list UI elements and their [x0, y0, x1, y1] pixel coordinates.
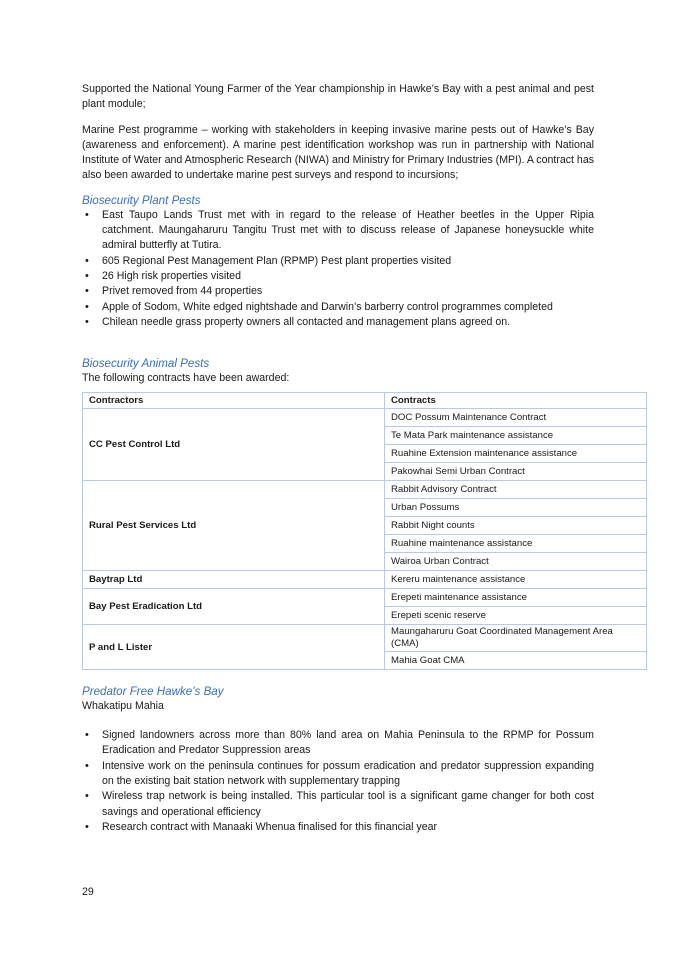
heading-animal-pests: Biosecurity Animal Pests	[82, 357, 210, 371]
heading-plant-pests: Biosecurity Plant Pests	[82, 193, 201, 207]
plant-pests-list	[82, 208, 594, 330]
contractor-cell: CC Pest Control Ltd	[83, 409, 385, 481]
contractor-cell: P and L Lister	[83, 625, 385, 670]
page-content	[82, 82, 613, 835]
contract-cell: Wairoa Urban Contract	[385, 553, 647, 571]
paragraph-young-farmer: Supported the National Young Farmer of the Year championship in Hawke’s Bay with a pest animal and pest plant module;	[82, 83, 594, 111]
contract-cell: Mahia Goat CMA	[385, 652, 647, 670]
contracts-table	[82, 392, 647, 670]
table-row	[83, 625, 647, 652]
contract-cell: Erepeti maintenance assistance	[385, 589, 647, 607]
contracts-intro: The following contracts have been awarded:	[82, 372, 290, 385]
table-row	[83, 481, 647, 499]
list-item: • Chilean needle grass property owners all contacted and management plans agreed on.	[82, 315, 594, 330]
contract-cell: Rabbit Night counts	[385, 517, 647, 535]
contract-cell: Erepeti scenic reserve	[385, 607, 647, 625]
page-number: 29	[82, 886, 94, 898]
contract-cell: Te Mata Park maintenance assistance	[385, 427, 647, 445]
table-row	[83, 571, 647, 589]
predator-free-list	[82, 728, 594, 835]
list-item: • Signed landowners across more than 80% land area on Mahia Peninsula to the RPMP for Possum Eradication and Predator Suppression areas	[82, 728, 594, 759]
contract-cell: DOC Possum Maintenance Contract	[385, 409, 647, 427]
contract-cell: Ruahine maintenance assistance	[385, 535, 647, 553]
list-item: • Intensive work on the peninsula continues for possum eradication and predator suppression expanding on the existing bait station network with supplementary trapping	[82, 759, 594, 790]
contractor-cell: Bay Pest Eradication Ltd	[83, 589, 385, 625]
contract-cell: Urban Possums	[385, 499, 647, 517]
list-item: • Privet removed from 44 properties	[82, 284, 594, 299]
contract-cell: Kereru maintenance assistance	[385, 571, 647, 589]
table-row	[83, 409, 647, 427]
paragraph-marine-pest: Marine Pest programme – working with stakeholders in keeping invasive marine pests out of Hawke’s Bay (awareness and enforcement). A marine pest identification workshop was run in partnership with National Institute of Water and Atmospheric Research (NIWA) and Ministry for Primary Industries (MPI). A contract has also been awarded to undertake marine pest surveys and respond to incursions;	[82, 123, 595, 182]
table-row	[83, 589, 647, 607]
list-item: • East Taupo Lands Trust met with in regard to the release of Heather beetles in the Upper Ripia catchment. Maungaharuru Tangitu Trust met with to discuss release of Japanese honeysuckle white admiral butterfly at Tutira.	[82, 208, 594, 254]
column-header-contractors: Contractors	[83, 393, 385, 409]
list-item: • 26 High risk properties visited	[82, 269, 594, 284]
list-item: • Wireless trap network is being installed. This particular tool is a significant game changer for both cost savings and operational efficiency	[82, 789, 594, 820]
column-header-contracts: Contracts	[385, 393, 647, 409]
list-item: • 605 Regional Pest Management Plan (RPMP) Pest plant properties visited	[82, 254, 594, 269]
contract-cell: Rabbit Advisory Contract	[385, 481, 647, 499]
predator-free-subheading: Whakatipu Mahia	[82, 700, 164, 713]
contract-cell: Pakowhai Semi Urban Contract	[385, 463, 647, 481]
contract-cell: Ruahine Extension maintenance assistance	[385, 445, 647, 463]
contract-cell: Maungaharuru Goat Coordinated Management Area (CMA)	[385, 625, 647, 652]
contractor-cell: Baytrap Ltd	[83, 571, 385, 589]
contractor-cell: Rural Pest Services Ltd	[83, 481, 385, 571]
list-item: • Apple of Sodom, White edged nightshade and Darwin’s barberry control programmes completed	[82, 300, 594, 315]
list-item: • Research contract with Manaaki Whenua finalised for this financial year	[82, 820, 594, 835]
heading-predator-free: Predator Free Hawke’s Bay	[82, 685, 224, 699]
table-header-row	[83, 393, 647, 409]
